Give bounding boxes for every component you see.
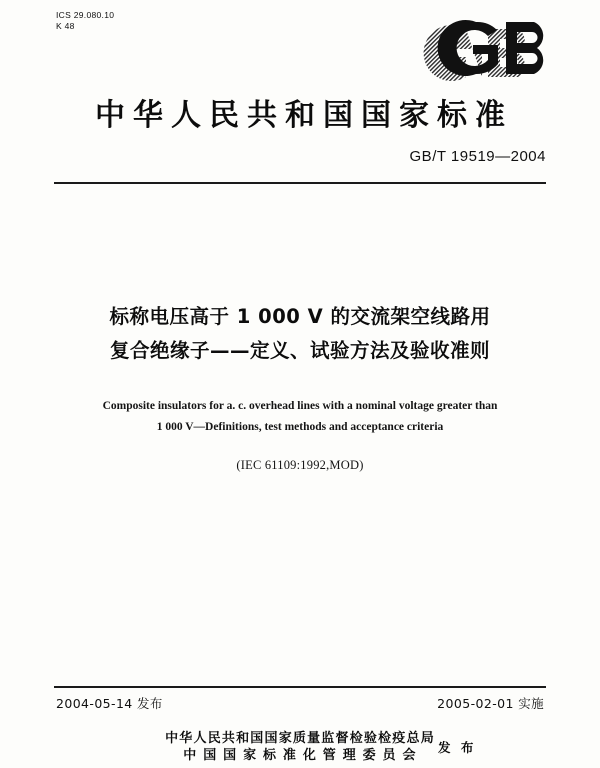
- document-title-cn-line-2: 复合绝缘子——定义、试验方法及验收准则: [109, 339, 490, 362]
- ics-code: ICS 29.080.10: [56, 10, 115, 20]
- standard-number: GB/T 19519—2004: [409, 148, 546, 165]
- document-title-en-line-1: Composite insulators for a. c. overhead lines with a nominal voltage greater than: [102, 400, 498, 412]
- page-title: 中华人民共和国国家标准: [95, 98, 513, 133]
- publisher-block: [0, 730, 600, 764]
- document-title-en: [54, 396, 546, 438]
- publisher-issue-word: 发 布: [438, 740, 477, 755]
- classification-code: K 48: [56, 21, 75, 31]
- document-title-en-line-2: 1 000 V—Definitions, test methods and acceptance criteria: [156, 421, 444, 433]
- document-title-cn-line-1: 标称电压高于 1 000 V 的交流架空线路用: [109, 305, 491, 328]
- divider-bottom: [54, 686, 546, 688]
- ics-block: [56, 10, 114, 32]
- gb-emblem-icon: [422, 18, 552, 84]
- iec-reference: (IEC 61109:1992,MOD): [236, 458, 364, 472]
- publisher-line-1: 中华人民共和国国家质量监督检验检疫总局: [165, 731, 435, 746]
- effective-date: 2005-02-01 实施: [437, 696, 544, 711]
- issue-date: 2004-05-14 发布: [56, 696, 163, 711]
- document-title-cn: [54, 300, 546, 368]
- publisher-line-2: 中 国 国 家 标 准 化 管 理 委 员 会: [183, 748, 417, 763]
- divider-top: [54, 182, 546, 184]
